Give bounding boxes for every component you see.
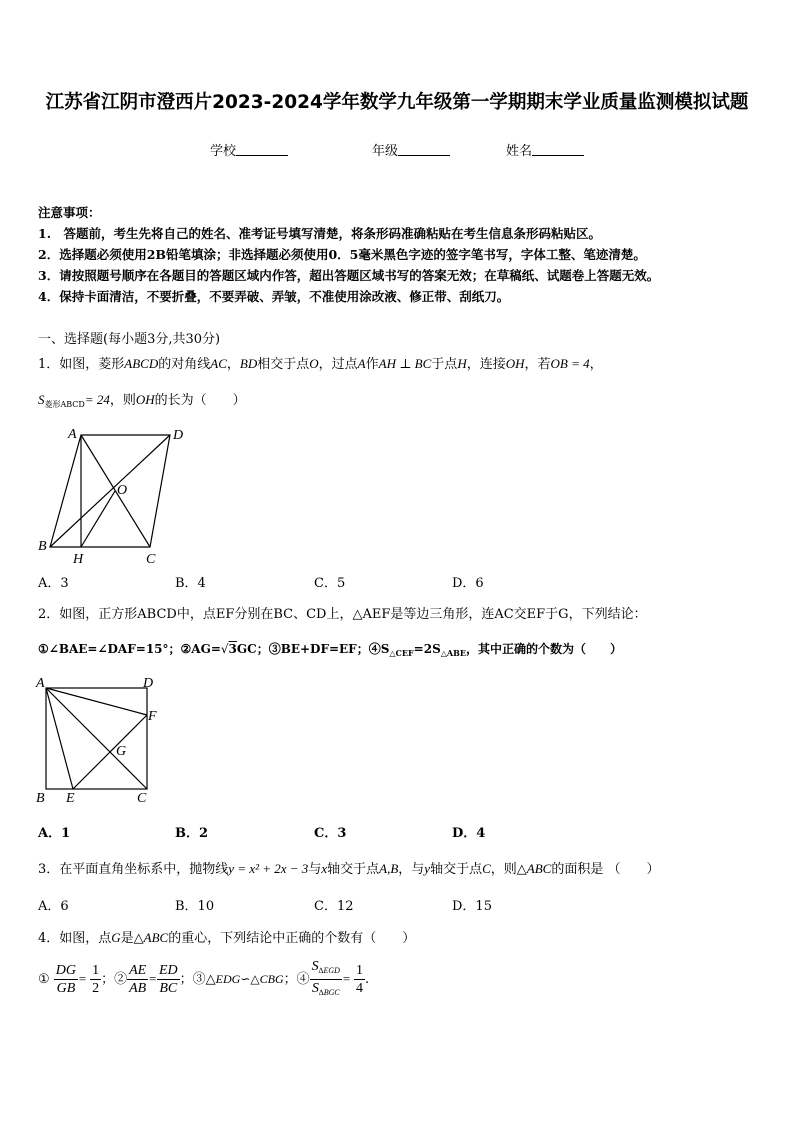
notes-heading: 注意事项： (38, 205, 101, 220)
school-label: 学校 (210, 144, 237, 159)
label-g: G (116, 744, 127, 759)
rhombus-figure (30, 420, 200, 565)
label-a: A (68, 427, 77, 442)
q3-option-a[interactable]: A．6 (38, 899, 69, 914)
label-c: C (137, 791, 147, 806)
name-label: 姓名 (506, 144, 533, 159)
q4-line1: 4．如图，点G是△ABC的重心，下列结论中正确的个数有（ ） (38, 930, 416, 946)
q4-conclusions: ① $\frac{DG}{GB}$ = $\frac{1}{2}$ ；② $\frac{AE}{AB}$ = $\frac{ED}{BC}$ ；③△EDG∽△CBG；④ $\frac{S_{\Delta EGD}}{S_{\Delta BGC}}$ = $\frac{1}{4}$ . (38, 959, 370, 997)
label-a: A (36, 676, 45, 691)
label-b: B (36, 791, 45, 806)
label-b: B (38, 539, 47, 554)
label-f: F (148, 709, 157, 724)
q3-line1: 3．在平面直角坐标系中，抛物线y = x² + 2x − 3与x轴交于点A,B，与y轴交于点C，则△ABC的面积是 （ ） (38, 861, 660, 877)
grade-label: 年级 (372, 144, 399, 159)
label-h: H (73, 552, 84, 565)
q2-option-d[interactable]: D．4 (452, 826, 486, 841)
label-e: E (66, 791, 75, 806)
note-item: 2．选择题必须使用2B铅笔填涂；非选择题必须使用0．5毫米黑色字迹的签字笔书写，字体工整、笔迹清楚。 (38, 247, 646, 262)
note-item: 3．请按照题号顺序在各题目的答题区域内作答，超出答题区域书写的答案无效；在草稿纸、试题卷上答题无效。 (38, 268, 660, 283)
section-heading: 一、选择题(每小题3分,共30分) (38, 332, 221, 347)
q2-option-b[interactable]: B．2 (175, 826, 209, 841)
label-c: C (146, 552, 156, 565)
q3-option-d[interactable]: D．15 (452, 899, 492, 914)
q2-line2: ①∠BAE=∠DAF=15°；②AG=√3GC；③BE+DF=EF；$④S_{\triangle CEF}=2S_{\triangle ABE}$，其中正确的个数为（ ） (38, 642, 622, 658)
note-item: 4．保持卡面清洁，不要折叠，不要弄破、弄皱，不准使用涂改液、修正带、刮纸刀。 (38, 289, 510, 304)
label-d: D (173, 428, 184, 443)
square-figure (30, 672, 170, 807)
q1-option-b[interactable]: B．4 (175, 576, 206, 591)
q2-line1: 2．如图，正方形ABCD中，点EF分别在BC、CD上，△AEF是等边三角形，连AC交EF于G，下列结论： (38, 607, 647, 622)
label-d: D (143, 676, 154, 691)
exam-title: 江苏省江阴市澄西片2023-2024学年数学九年级第一学期期末学业质量监测模拟试题 (45, 92, 749, 113)
school-field[interactable] (210, 140, 288, 159)
q3-option-b[interactable]: B．10 (175, 899, 215, 914)
q1-option-c[interactable]: C．5 (314, 576, 346, 591)
label-o: O (117, 483, 128, 498)
q1-option-a[interactable]: A．3 (38, 576, 69, 591)
note-item: 1. 答题前，考生先将自己的姓名、准考证号填写清楚，将条形码准确粘贴在考生信息条形码粘贴区。 (38, 226, 602, 241)
q1-option-d[interactable]: D．6 (452, 576, 484, 591)
q1-line1: 1．如图，菱形ABCD的对角线AC，BD相交于点O，过点A作AH ⊥ BC于点H，连接OH，若OB = 4， (38, 356, 603, 372)
q3-option-c[interactable]: C．12 (314, 899, 354, 914)
q2-option-c[interactable]: C．3 (314, 826, 347, 841)
q1-line2: $S_{菱形ABCD}= 24$，则OH的长为（ ） (38, 392, 246, 409)
name-field[interactable] (506, 140, 584, 159)
grade-field[interactable] (372, 140, 450, 159)
q2-option-a[interactable]: A．1 (38, 826, 71, 841)
